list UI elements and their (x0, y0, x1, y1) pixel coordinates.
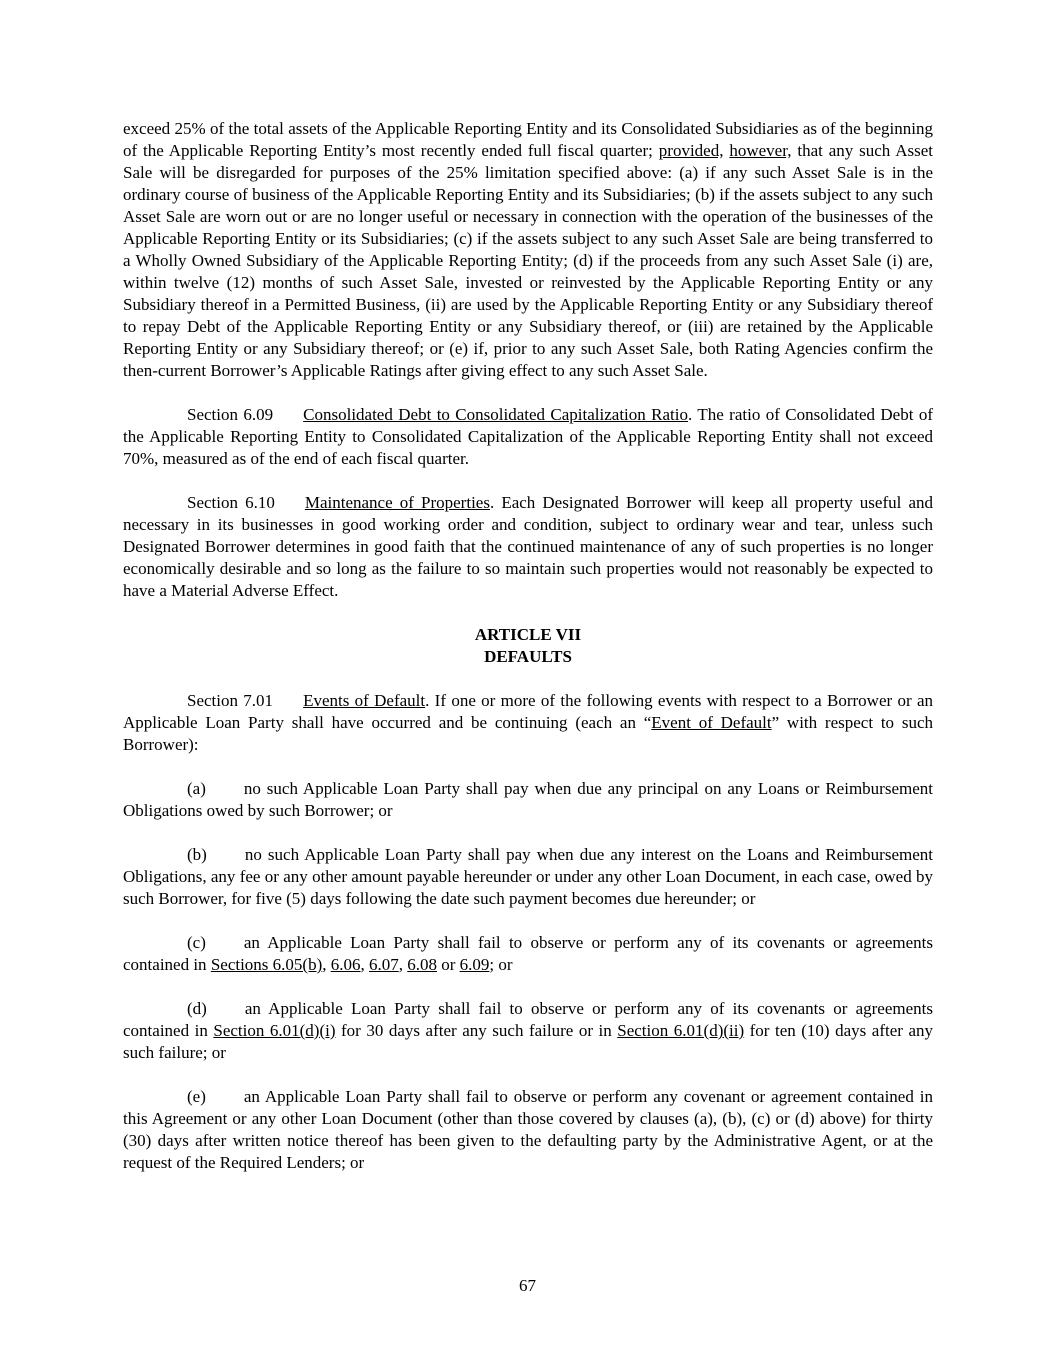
paragraph-section-6-09 (123, 404, 933, 470)
text-run: no such Applicable Loan Party shall pay when due any interest on the Loans and Reimbursement Obligations, any fee or any other amount payable hereunder or under any other Loan Document, in each case, owed by such Borrower, for five (5) days following the date such payment becomes due hereunder; or (123, 845, 933, 908)
article-title: ARTICLE VII (474, 625, 582, 644)
underlined-text-run: 6.09 (459, 955, 490, 974)
paragraph-clause-b (123, 844, 933, 910)
text-run: (a) (187, 779, 206, 798)
underlined-text-run: 6.06 (330, 955, 361, 974)
paragraph-asset-sale-continuation (123, 118, 933, 382)
text-run: Section 7.01 (187, 691, 274, 710)
underlined-text-run: Maintenance of Properties (304, 493, 490, 512)
text-run: Section 6.10 (187, 493, 275, 512)
text-run: (e) (187, 1087, 206, 1106)
text-run: ; or (489, 955, 513, 974)
text-run: , (360, 955, 369, 974)
underlined-text-run: Sections 6.05(b) (210, 955, 323, 974)
paragraph-clause-c (123, 932, 933, 976)
underlined-text-run: 6.07 (369, 955, 399, 974)
text-run: an Applicable Loan Party shall fail to observe or perform any of its covenants or agreements contained in (123, 999, 933, 1040)
underlined-text-run: however, (729, 141, 792, 160)
page-number: 67 (519, 1276, 536, 1295)
underlined-text-run: provided, (658, 141, 724, 160)
paragraph-section-6-10 (123, 492, 933, 602)
text-run: . Each Designated Borrower will keep all property useful and necessary in its businesses in good working order and condition, subject to ordinary wear and tear, unless such Designated Borrower determines in good faith that the continued maintenance of any of such properties is no longer economically desirable and so long as the failure to so maintain such properties would not reasonably be expected to have a Material Adverse Effect. (123, 493, 933, 600)
paragraph-section-7-01 (123, 690, 933, 756)
paragraph-clause-e (123, 1086, 933, 1174)
text-run: , (322, 955, 331, 974)
text-run: ” with respect to such Borrower): (123, 713, 933, 754)
underlined-text-run: 6.08 (407, 955, 437, 974)
text-run: (b) (187, 845, 207, 864)
text-run: exceed 25% of the total assets of the Applicable Reporting Entity and its Consolidated Subsidiaries as of the beginning of the Applicable Reporting Entity’s most recently ended full fiscal quarter; (123, 119, 933, 160)
underlined-text-run: Events of Default (303, 691, 426, 710)
text-run: (c) (187, 933, 206, 952)
article-heading-block (123, 624, 933, 668)
underlined-text-run: Section 6.01(d)(i) (213, 1021, 336, 1040)
text-run: . The ratio of Consolidated Debt of the Applicable Reporting Entity to Consolidated Capitalization of the Applicable Reporting Entity shall not exceed 70%, measured as of the end of each fiscal quarter. (123, 405, 933, 468)
text-run: . If one or more of the following events with respect to a Borrower or an Applicable Loan Party shall have occurred and be continuing (each an “ (123, 691, 934, 732)
text-run: an Applicable Loan Party shall fail to observe or perform any covenant or agreement contained in this Agreement or any other Loan Document (other than those covered by clauses (a), (b), (c) or (d) above) for thirty (30) days after written notice thereof has been given to the defaulting party by the Administrative Agent, or at the request of the Required Lenders; or (123, 1087, 933, 1172)
paragraph-clause-d (123, 998, 933, 1064)
text-run: no such Applicable Loan Party shall pay when due any principal on any Loans or Reimbursement Obligations owed by such Borrower; or (123, 779, 933, 820)
underlined-text-run: Consolidated Debt to Consolidated Capitalization Ratio (303, 405, 689, 424)
text-run: for ten (10) days after any such failure; or (123, 1021, 933, 1062)
text-run: Section 6.09 (187, 405, 274, 424)
paragraph-clause-a (123, 778, 933, 822)
text-run: for 30 days after any such failure or in (335, 1021, 618, 1040)
text-run: , (398, 955, 408, 974)
text-run: (d) (187, 999, 207, 1018)
text-run: that any such Asset Sale will be disregarded for purposes of the 25% limitation specified above: (a) if any such Asset Sale is in the ordinary course of business of the Applicable Reporting Entity and its Subsidiaries; (b) if the assets subject to any such Asset Sale are worn out or are no longer useful or necessary in connection with the operation of the businesses of the Applicable Reporting Entity or its Subsidiaries; (c) if the assets subject to any such Asset Sale are being transferred to a Wholly Owned Subsidiary of the Applicable Reporting Entity; (d) if the proceeds from any such Asset Sale (i) are, within twelve (12) months of such Asset Sale, invested or reinvested by the Applicable Reporting Entity or any Subsidiary thereof in a Permitted Business, (ii) are used by the Applicable Reporting Entity or any Subsidiary thereof to repay Debt of the Applicable Reporting Entity or any Subsidiary thereof, or (iii) are retained by the Applicable Reporting Entity or any Subsidiary thereof; or (e) if, prior to any such Asset Sale, both Rating Agencies confirm the then-current Borrower’s Applicable Ratings after giving effect to any such Asset Sale. (123, 141, 934, 380)
text-run: an Applicable Loan Party shall fail to observe or perform any of its covenants or agreements contained in (123, 933, 933, 974)
underlined-text-run: Event of Default (651, 713, 772, 732)
underlined-text-run: Section 6.01(d)(ii) (617, 1021, 745, 1040)
text-run: or (437, 955, 460, 974)
article-subtitle: DEFAULTS (484, 647, 572, 666)
